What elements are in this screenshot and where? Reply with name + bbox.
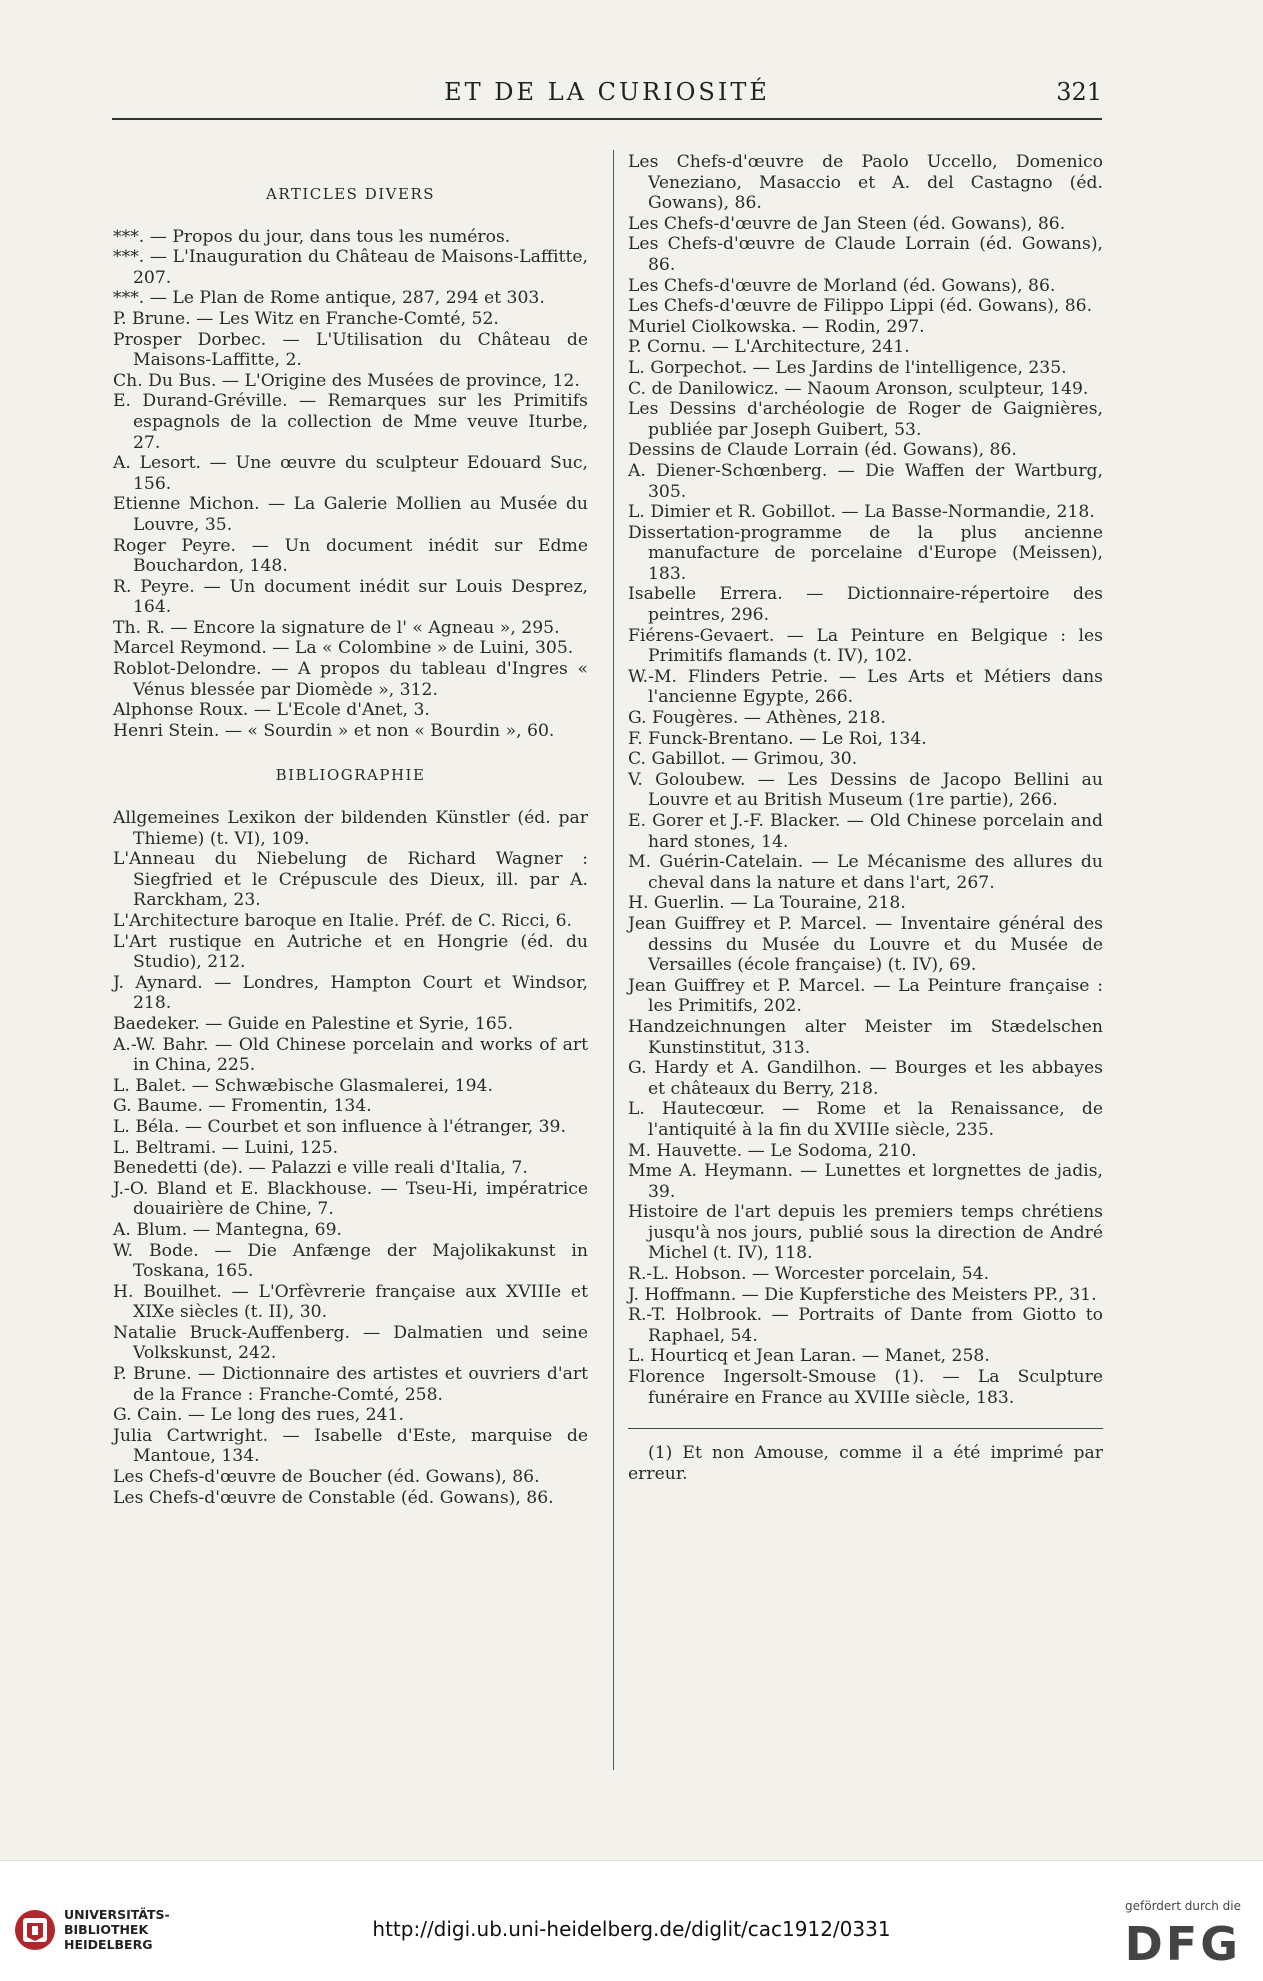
- bibliography-entry: C. de Danilowicz. — Naoum Aronson, sculpteur, 149.: [628, 378, 1089, 399]
- bibliography-entry: Les Chefs-d'œuvre de Boucher (éd. Gowans), 86.: [113, 1467, 540, 1488]
- bibliography-entry: A. Diener-Schœnberg. — Die Waffen der Wartburg, 305.: [628, 460, 1103, 502]
- article-entry: Marcel Reymond. — La « Colombine » de Luini, 305.: [113, 638, 574, 659]
- running-header: [112, 78, 1102, 112]
- bibliography-entry: Benedetti (de). — Palazzi e ville reali d'Italia, 7.: [113, 1158, 528, 1179]
- bibliography-entry: Julia Cartwright. — Isabelle d'Este, marquise de Mantoue, 134.: [113, 1425, 588, 1467]
- bibliography-entry: L. Beltrami. — Luini, 125.: [113, 1137, 339, 1158]
- bibliography-entry: H. Bouilhet. — L'Orfèvrerie française aux XVIIIe et XIXe siècles (t. II), 30.: [113, 1281, 588, 1323]
- article-entry: E. Durand-Gréville. — Remarques sur les Primitifs espagnols de la collection de Mme veuve Iturbe, 27.: [113, 391, 588, 453]
- bibliography-entry: Mme A. Heymann. — Lunettes et lorgnettes de jadis, 39.: [628, 1161, 1103, 1202]
- bibliography-list-right: [628, 152, 1103, 1408]
- bibliography-entry: J. Hoffmann. — Die Kupferstiche des Meisters PP., 31.: [628, 1284, 1097, 1305]
- dfg-logo: DFG: [1124, 1917, 1241, 1971]
- bibliography-entry: Baedeker. — Guide en Palestine et Syrie, 165.: [113, 1013, 514, 1034]
- page-number: 321: [1056, 78, 1102, 106]
- bibliography-entry: Les Chefs-d'œuvre de Jan Steen (éd. Gowans), 86.: [628, 213, 1066, 234]
- bibliography-entry: Fiérens-Gevaert. — La Peinture en Belgique : les Primitifs flamands (t. IV), 102.: [628, 625, 1103, 667]
- bibliography-entry: Les Chefs-d'œuvre de Morland (éd. Gowans), 86.: [628, 275, 1056, 296]
- bibliography-entry: E. Gorer et J.-F. Blacker. — Old Chinese porcelain and hard stones, 14.: [628, 811, 1103, 852]
- bibliography-entry: C. Gabillot. — Grimou, 30.: [628, 749, 858, 770]
- bibliography-entry: F. Funck-Brentano. — Le Roi, 134.: [628, 728, 927, 749]
- bibliography-entry: L. Gorpechot. — Les Jardins de l'intelligence, 235.: [628, 357, 1067, 378]
- bibliography-entry: G. Fougères. — Athènes, 218.: [628, 708, 886, 729]
- article-entry: A. Lesort. — Une œuvre du sculpteur Edouard Suc, 156.: [113, 453, 588, 494]
- bibliography-entry: G. Cain. — Le long des rues, 241.: [113, 1405, 404, 1426]
- bibliography-entry: Natalie Bruck-Auffenberg. — Dalmatien und seine Volkskunst, 242.: [113, 1322, 588, 1364]
- permalink-url[interactable]: http://digi.ub.uni-heidelberg.de/diglit/cac1912/0331: [372, 1917, 891, 1941]
- article-entry: Ch. Du Bus. — L'Origine des Musées de province, 12.: [113, 370, 580, 391]
- bibliography-entry: J.-O. Bland et E. Blackhouse. — Tseu-Hi, impératrice douairière de Chine, 7.: [113, 1178, 588, 1220]
- bibliography-list-left: [113, 808, 588, 1508]
- bibliography-entry: J. Aynard. — Londres, Hampton Court et Windsor, 218.: [113, 972, 588, 1014]
- bibliography-entry: Jean Guiffrey et P. Marcel. — La Peinture française : les Primitifs, 202.: [628, 975, 1103, 1017]
- bibliography-entry: Isabelle Errera. — Dictionnaire-répertoire des peintres, 296.: [628, 584, 1103, 626]
- bibliography-entry: Florence Ingersolt-Smouse (1). — La Sculpture funéraire en France au XVIIIe siècle, 183.: [628, 1367, 1103, 1408]
- bibliography-entry: H. Guerlin. — La Touraine, 218.: [628, 893, 906, 914]
- header-rule: [112, 118, 1102, 120]
- article-entry: Prosper Dorbec. — L'Utilisation du Château de Maisons-Laffitte, 2.: [113, 329, 588, 371]
- bibliography-entry: Les Dessins d'archéologie de Roger de Gaignières, publiée par Joseph Guibert, 53.: [628, 399, 1103, 440]
- bibliography-entry: L. Dimier et R. Gobillot. — La Basse-Normandie, 218.: [628, 502, 1095, 523]
- bibliography-entry: Les Chefs-d'œuvre de Filippo Lippi (éd. Gowans), 86.: [628, 296, 1093, 317]
- bibliography-entry: W.-M. Flinders Petrie. — Les Arts et Métiers dans l'ancienne Egypte, 266.: [628, 666, 1103, 708]
- article-entry: P. Brune. — Les Witz en Franche-Comté, 52.: [113, 308, 499, 329]
- bibliography-entry: P. Brune. — Dictionnaire des artistes et ouvriers d'art de la France : Franche-Comté, 258.: [113, 1364, 588, 1405]
- bibliography-entry: R.-L. Hobson. — Worcester porcelain, 54.: [628, 1264, 990, 1285]
- library-banner: [0, 1860, 1263, 1981]
- bibliography-entry: A.-W. Bahr. — Old Chinese porcelain and works of art in China, 225.: [113, 1034, 588, 1076]
- article-entry: Roger Peyre. — Un document inédit sur Edme Bouchardon, 148.: [113, 535, 588, 577]
- bibliography-entry: Dissertation-programme de la plus ancienne manufacture de porcelaine d'Europe (Meissen), 183.: [628, 522, 1103, 584]
- bibliography-entry: L'Anneau du Niebelung de Richard Wagner : Siegfried et le Crépuscule des Dieux, ill. par A. Rarckham, 23.: [113, 849, 588, 911]
- funding-note: gefördert durch die: [1125, 1899, 1241, 1913]
- bibliography-entry: Jean Guiffrey et P. Marcel. — Inventaire général des dessins du Musée du Louvre et du Musée de Versailles (école française) (t. IV), 69.: [628, 913, 1103, 976]
- bibliography-entry: Dessins de Claude Lorrain (éd. Gowans), 86.: [628, 440, 1017, 461]
- article-entry: Roblot-Delondre. — A propos du tableau d'Ingres « Vénus blessée par Diomède », 312.: [113, 659, 588, 700]
- bibliography-entry: Les Chefs-d'œuvre de Paolo Uccello, Domenico Veneziano, Masaccio et A. del Castagno (éd. Gowans), 86.: [628, 152, 1103, 214]
- bibliography-entry: G. Baume. — Fromentin, 134.: [113, 1096, 372, 1117]
- bibliography-entry: R.-T. Holbrook. — Portraits of Dante from Giotto to Raphael, 54.: [628, 1305, 1103, 1346]
- article-entry: R. Peyre. — Un document inédit sur Louis Desprez, 164.: [113, 576, 588, 618]
- bibliography-entry: Allgemeines Lexikon der bildenden Künstler (éd. par Thieme) (t. VI), 109.: [113, 808, 588, 849]
- bibliography-entry: Les Chefs-d'œuvre de Claude Lorrain (éd. Gowans), 86.: [628, 234, 1103, 275]
- articles-list: [113, 227, 588, 742]
- article-entry: Etienne Michon. — La Galerie Mollien au Musée du Louvre, 35.: [113, 494, 588, 535]
- bibliography-entry: Histoire de l'art depuis les premiers temps chrétiens jusqu'à nos jours, publié sous la direction de André Michel (t. IV), 118.: [628, 1202, 1103, 1264]
- bibliography-entry: Muriel Ciolkowska. — Rodin, 297.: [628, 316, 925, 337]
- column-divider: [613, 150, 614, 1770]
- article-entry: ***. — Propos du jour, dans tous les numéros.: [113, 226, 511, 247]
- footnote-rule: [628, 1428, 1103, 1429]
- section-title-articles: ARTICLES DIVERS: [265, 185, 436, 203]
- section-title-bibliographie: BIBLIOGRAPHIE: [275, 766, 426, 785]
- bibliography-entry: L'Art rustique en Autriche et en Hongrie (éd. du Studio), 212.: [113, 931, 588, 973]
- running-title: ET DE LA CURIOSITÉ: [444, 78, 770, 106]
- bibliography-entry: M. Guérin-Catelain. — Le Mécanisme des allures du cheval dans la nature et dans l'art, 267.: [628, 852, 1103, 893]
- bibliography-entry: L. Hourticq et Jean Laran. — Manet, 258.: [628, 1346, 990, 1367]
- bibliography-entry: Les Chefs-d'œuvre de Constable (éd. Gowans), 86.: [113, 1487, 554, 1508]
- bibliography-entry: L. Hautecœur. — Rome et la Renaissance, de l'antiquité à la fin du XVIIIe siècle, 235.: [628, 1099, 1103, 1140]
- university-library-name: UNIVERSITÄTS- BIBLIOTHEK HEIDELBERG: [64, 1907, 170, 1952]
- article-entry: Th. R. — Encore la signature de l' « Agneau », 295.: [113, 617, 560, 638]
- bibliography-entry: V. Goloubew. — Les Dessins de Jacopo Bellini au Louvre et au British Museum (1re partie), 266.: [628, 769, 1103, 811]
- footnote: (1) Et non Amouse, comme il a été imprimé par erreur.: [628, 1443, 1103, 1484]
- bibliography-entry: M. Hauvette. — Le Sodoma, 210.: [628, 1140, 917, 1161]
- bibliography-entry: P. Cornu. — L'Architecture, 241.: [628, 337, 910, 358]
- bibliography-entry: A. Blum. — Mantegna, 69.: [113, 1219, 342, 1240]
- bibliography-entry: G. Hardy et A. Gandilhon. — Bourges et les abbayes et châteaux du Berry, 218.: [628, 1058, 1103, 1099]
- right-column: [628, 152, 1103, 1484]
- bibliography-entry: L. Béla. — Courbet et son influence à l'étranger, 39.: [113, 1116, 566, 1137]
- bibliography-entry: Handzeichnungen alter Meister im Stædelschen Kunstinstitut, 313.: [628, 1016, 1103, 1058]
- article-entry: ***. — L'Inauguration du Château de Maisons-Laffitte, 207.: [113, 247, 588, 288]
- bibliography-entry: L'Architecture baroque en Italie. Préf. de C. Ricci, 6.: [113, 911, 572, 931]
- article-entry: ***. — Le Plan de Rome antique, 287, 294 et 303.: [113, 288, 545, 309]
- article-entry: Henri Stein. — « Sourdin » et non « Bourdin », 60.: [113, 720, 555, 741]
- bibliography-entry: L. Balet. — Schwæbische Glasmalerei, 194.: [113, 1075, 493, 1096]
- article-entry: Alphonse Roux. — L'Ecole d'Anet, 3.: [113, 700, 430, 721]
- bibliography-entry: W. Bode. — Die Anfænge der Majolikakunst in Toskana, 165.: [113, 1240, 588, 1282]
- left-column: [113, 152, 588, 1508]
